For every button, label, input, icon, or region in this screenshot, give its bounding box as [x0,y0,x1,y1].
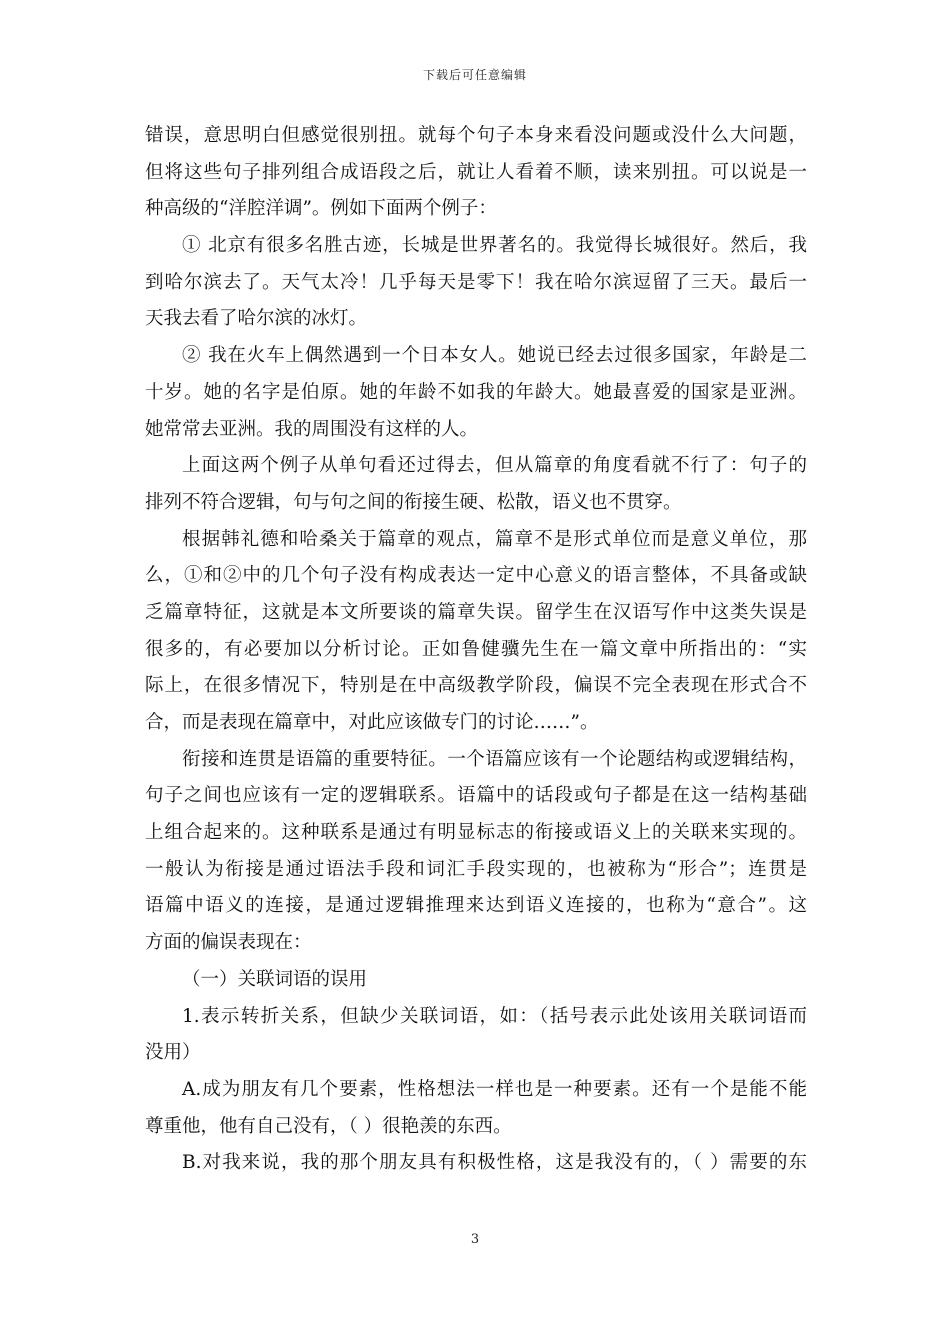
text-line: 根据韩礼德和哈桑关于篇章的观点，篇章不是形式单位而是意义单位，那 [182,528,807,550]
text-line: 很多的，有必要加以分析讨论。正如鲁健骥先生在一篇文章中所指出的：“实 [145,638,807,660]
text-line: 种高级的“洋腔洋调”。例如下面两个例子： [145,198,497,220]
paragraph [145,228,807,338]
text-line: 语篇中语义的连接，是通过逻辑推理来达到语义连接的，也称为“意合”。这 [145,895,807,917]
text-line: 一般认为衔接是通过语法手段和词汇手段实现的，也被称为“形合”；连贯是 [145,858,807,880]
text-line: 上面这两个例子从单句看还过得去，但从篇章的角度看就不行了：句子的 [182,455,807,477]
text-line: （一）关联词语的误用 [182,968,368,990]
text-line: 排列不符合逻辑，句与句之间的衔接生硬、松散，语义也不贯穿。 [145,491,682,513]
paragraph [145,522,807,742]
body-text [145,118,807,1182]
text-line: 上组合起来的。这种联系是通过有明显标志的衔接或语义上的关联来实现的。 [145,822,807,844]
section-heading [145,962,807,999]
text-line: 错误，意思明白但感觉很别扭。就每个句子本身来看没问题或没什么大问题， [145,125,807,146]
text-line: 但将这些句子排列组合成语段之后，就让人看着不顺，读来别扭。可以说是一 [145,161,807,183]
text-line: 尊重他，他有自己没有，（ ）很艳羡的东西。 [145,1115,512,1137]
text-line: ② 我在火车上偶然遇到一个日本女人。她说已经去过很多国家，年龄是二 [182,345,807,367]
text-line: 合，而是表现在篇章中，对此应该做专门的讨论……”。 [145,712,599,733]
text-line: 际上，在很多情况下，特别是在中高级教学阶段，偏误不完全表现在形式合不 [145,675,807,697]
text-line: 方面的偏误表现在： [145,932,312,954]
paragraph [145,1145,807,1182]
page-number: 3 [470,1232,480,1247]
text-line: 没用） [145,1042,201,1064]
text-line: A.成为朋友有几个要素，性格想法一样也是一种要素。还有一个是能不能 [182,1078,807,1100]
paragraph [145,742,807,962]
page-header: 下载后可任意编辑 [422,68,527,82]
text-line: 衔接和连贯是语篇的重要特征。一个语篇应该有一个论题结构或逻辑结构， [182,748,807,770]
text-line: 十岁。她的名字是伯原。她的年龄不如我的年龄大。她最喜爱的国家是亚洲。 [145,381,807,403]
paragraph [145,999,807,1072]
text-line: 乏篇章特征，这就是本文所要谈的篇章失误。留学生在汉语写作中这类失误是 [145,601,807,623]
text-line: B.对我来说，我的那个朋友具有积极性格，这是我没有的，（ ）需要的东 [182,1152,807,1174]
paragraph [145,338,807,448]
text-line: 1.表示转折关系，但缺少关联词语，如：（括号表示此处该用关联词语而 [182,1005,807,1027]
paragraph [145,448,807,521]
text-line: 句子之间也应该有一定的逻辑联系。语篇中的话段或句子都是在这一结构基础 [145,785,807,807]
paragraph [145,1072,807,1145]
text-line: 么，①和②中的几个句子没有构成表达一定中心意义的语言整体，不具备或缺 [145,565,807,587]
text-line: 到哈尔滨去了。天气太冷！几乎每天是零下！我在哈尔滨逗留了三天。最后一 [145,271,807,293]
paragraph [145,118,807,228]
text-line: 天我去看了哈尔滨的冰灯。 [145,308,368,330]
text-line: 她常常去亚洲。我的周围没有这样的人。 [145,418,479,440]
text-line: ① 北京有很多名胜古迹，长城是世界著名的。我觉得长城很好。然后，我 [182,235,807,257]
